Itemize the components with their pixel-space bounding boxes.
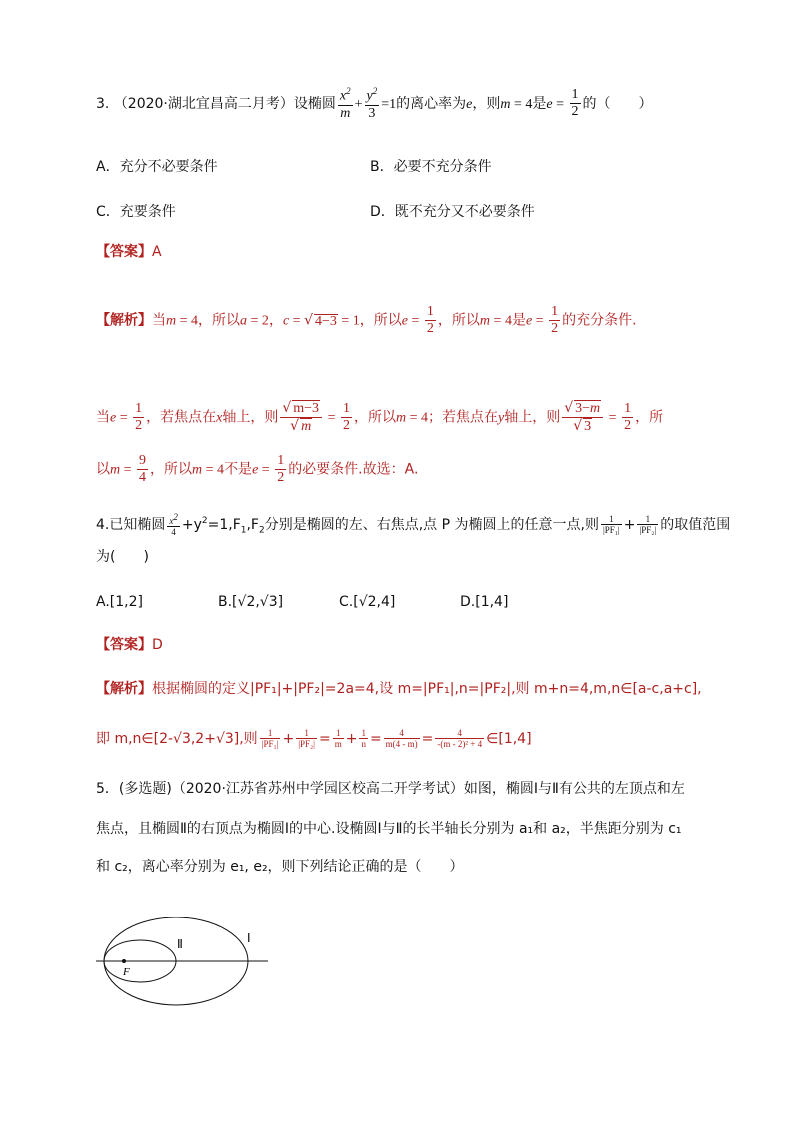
t: 即 m,n∈[2-√3,2+√3],则 bbox=[96, 730, 258, 747]
t: ,F bbox=[246, 516, 259, 533]
q3-stem-is: 是 bbox=[532, 95, 547, 112]
focus-point bbox=[122, 959, 126, 963]
q3-option-d[interactable]: D．既不充分又不必要条件 bbox=[370, 204, 535, 220]
q3-option-a[interactable]: A．充分不必要条件 bbox=[96, 159, 218, 175]
q5-line1: 5．(多选题)（2020·江苏省苏州中学园区校高二开学考试）如图，椭圆Ⅰ与Ⅱ有公共的左顶点和左 bbox=[96, 781, 685, 797]
q3-stem: 3. （2020·湖北宜昌高二月考）设椭圆 $\frac{x^2}{m}$ + $\frac{y^2}{3}$ =1的离心率为e，则m = 4是e = $\frac{1}{2}$ 的（ ） bbox=[96, 86, 653, 121]
label-ellipse-I: Ⅰ bbox=[247, 931, 251, 945]
q3-stem-mid: 的离心率为 bbox=[396, 95, 467, 112]
t: 是 bbox=[511, 312, 526, 329]
q3-option-b[interactable]: B．必要不充分条件 bbox=[370, 159, 492, 175]
t: 根据椭圆的定义|PF₁|+|PF₂|=2a=4,设 m=|PF₁|,n=|PF₂|,则 m+n=4,m,n∈[a-c,a+c], bbox=[152, 681, 702, 697]
t: ，若焦点在 bbox=[146, 409, 217, 426]
q3-stem-cond: ，则 bbox=[472, 95, 501, 112]
t: 分别是椭圆的左、右焦点,点 P 为椭圆上的任意一点,则 bbox=[264, 516, 599, 533]
q3-frac-half: $\frac{1}{2}$ bbox=[571, 87, 579, 120]
t: 轴上，则 bbox=[504, 409, 561, 426]
q4-answer-tag: 【答案】 bbox=[96, 637, 152, 653]
q3-analysis-line1: 【解析】当m = 4，所以a = 2，c = √ 4−3 = 1，所以e = $\frac{1}{2}$ ，所以m = 4是e = $\frac{1}{2}$ 的充分条件. bbox=[96, 304, 637, 337]
t: 的充分条件. bbox=[562, 312, 637, 329]
q3-frac-y23: $\frac{y^2}{3}$ bbox=[366, 86, 378, 121]
t: ，所以 bbox=[437, 312, 480, 329]
label-ellipse-II: Ⅱ bbox=[177, 937, 183, 951]
q4-option-b[interactable]: B.[√2,√3] bbox=[218, 594, 284, 610]
q3-analysis-line3: 以m = $\frac{9}{4}$ ，所以m = 4不是e = $\frac{1}{2}$ 的必要条件.故选：A. bbox=[96, 453, 419, 486]
q4-option-c[interactable]: C.[√2,4] bbox=[339, 594, 396, 610]
q3-stem-end: 的（ ） bbox=[582, 95, 653, 112]
t: =1,F bbox=[207, 516, 241, 533]
q4-option-a[interactable]: A.[1,2] bbox=[96, 594, 143, 610]
t: 以 bbox=[96, 461, 110, 478]
q4-answer bbox=[96, 638, 163, 652]
t: ，所以 bbox=[150, 461, 193, 478]
q5-line2: 焦点，且椭圆Ⅱ的右顶点为椭圆Ⅰ的中心.设椭圆Ⅰ与Ⅱ的长半轴长分别为 a₁和 a₂，半焦距分别为 c₁ bbox=[96, 821, 682, 837]
ellipse-figure bbox=[96, 917, 271, 1022]
q4-analysis-line2: 即 m,n∈[2-√3,2+√3],则 $\frac{1}{\text{|PF₁|}}$ + $\frac{1}{\text{|PF₂|}}$ = $\frac{1}{m}$ + $\frac{1}{n}$ = $\frac{4}{m(4 - m)}$ = $\frac{4}{\text{-(m - 2)² + 4}}$ ∈[1,4] bbox=[96, 728, 532, 750]
q4-analysis-tag: 【解析】 bbox=[96, 681, 152, 697]
t: ；若焦点在 bbox=[428, 409, 498, 426]
t: 当 bbox=[96, 409, 110, 426]
t: ，所 bbox=[635, 409, 664, 426]
q3-stem-prefix: 3. （2020·湖北宜昌高二月考）设椭圆 bbox=[96, 95, 336, 112]
t: 当 bbox=[152, 312, 166, 329]
q4-analysis-line1 bbox=[96, 682, 702, 696]
t: 的必要条件.故选：A. bbox=[288, 461, 419, 478]
t: ，所以 bbox=[198, 312, 241, 329]
label-focus: F bbox=[123, 966, 130, 978]
t: 的取值范围 bbox=[660, 516, 731, 533]
t: 轴上，则 bbox=[222, 409, 279, 426]
q3-analysis-line2: 当e = $\frac{1}{2}$ ，若焦点在x轴上，则 $\frac{√ m-3}{√ m}$ = $\frac{1}{2}$ ，所以m = 4；若焦点在y轴上，则 $\frac{√ 3-m}{√ 3}$ = $\frac{1}{2}$ ，所 bbox=[96, 400, 664, 435]
q3-frac-x2m: $\frac{x^2}{m}$ bbox=[339, 86, 351, 121]
t: ，所以 bbox=[353, 409, 396, 426]
q4-stem-line2: 为( ) bbox=[96, 549, 149, 565]
t: 4.已知椭圆 bbox=[96, 516, 166, 533]
t: +y bbox=[181, 516, 202, 533]
t: 不是 bbox=[224, 461, 253, 478]
q3-option-c[interactable]: C．充要条件 bbox=[96, 204, 176, 220]
q4-answer-value: D bbox=[152, 637, 163, 653]
t: ，所以 bbox=[359, 312, 402, 329]
q4-stem: 4.已知椭圆 $\frac{x2}{4}$ $+y^2=1,F_1,F_2$分别是椭圆的左、右焦点,点 P 为椭圆上的任意一点,则 $\frac{1}{\text{|PF₁|}}$ + $\frac{1}{\text{|PF₂|}}$ 的取值范围 bbox=[96, 512, 731, 538]
q3-answer bbox=[96, 245, 162, 259]
t: ∈[1,4] bbox=[486, 730, 532, 747]
q3-answer-tag: 【答案】 bbox=[96, 244, 152, 260]
q3-answer-value: A bbox=[152, 244, 162, 260]
q3-analysis-tag: 【解析】 bbox=[96, 312, 152, 329]
q5-line3: 和 c₂，离心率分别为 e₁, e₂，则下列结论正确的是（ ） bbox=[96, 859, 464, 875]
q4-option-d[interactable]: D.[1,4] bbox=[460, 594, 509, 610]
